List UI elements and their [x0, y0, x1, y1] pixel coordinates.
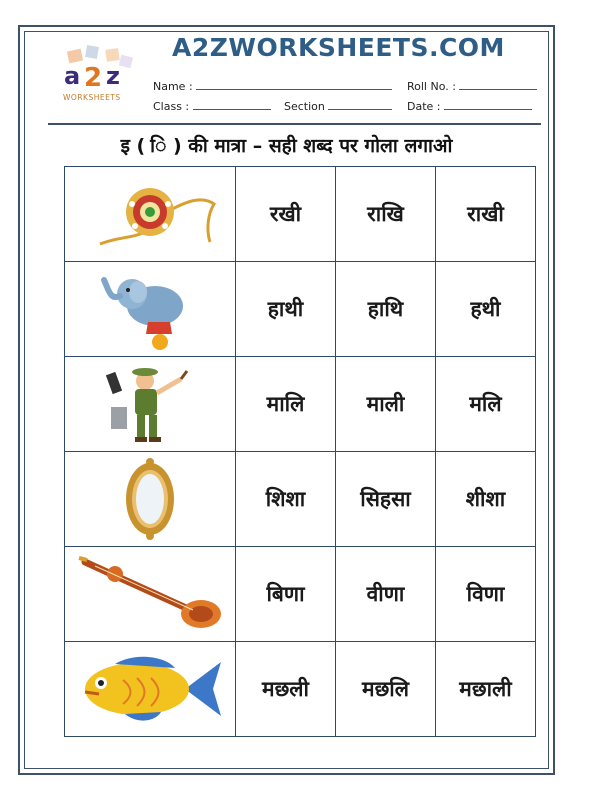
picture-cell: [65, 642, 236, 737]
rakhi-icon: [80, 174, 220, 254]
section-label: Section: [284, 100, 325, 113]
table-row: [65, 547, 536, 642]
option-word[interactable]: मछाली: [436, 642, 536, 737]
mirror-icon: [120, 457, 180, 541]
veena-icon: [75, 552, 225, 636]
instruction-heading: इ ( ि ) की मात्रा – सही शब्द पर गोला लगाओ: [120, 135, 453, 157]
picture-cell: [65, 547, 236, 642]
roll-field: [407, 80, 537, 93]
table-row: [65, 642, 536, 737]
option-word[interactable]: हथी: [436, 262, 536, 357]
table-row: [65, 167, 536, 262]
roll-label: Roll No. :: [407, 80, 456, 93]
option-word[interactable]: हाथि: [336, 262, 436, 357]
worksheet-table: [64, 166, 536, 737]
fish-icon: [75, 652, 225, 726]
section-field: [284, 100, 392, 113]
elephant-icon: [100, 266, 200, 352]
date-blank[interactable]: [444, 100, 532, 110]
svg-text:WORKSHEETS: WORKSHEETS: [63, 93, 121, 102]
option-word[interactable]: हाथी: [236, 262, 336, 357]
name-label: Name :: [153, 80, 193, 93]
option-word[interactable]: वीणा: [336, 547, 436, 642]
class-blank[interactable]: [193, 100, 271, 110]
picture-cell: [65, 167, 236, 262]
class-label: Class :: [153, 100, 190, 113]
option-word[interactable]: मछली: [236, 642, 336, 737]
date-label: Date :: [407, 100, 441, 113]
name-blank[interactable]: [196, 80, 392, 90]
svg-text:2: 2: [84, 63, 103, 93]
picture-cell: [65, 262, 236, 357]
option-word[interactable]: शीशा: [436, 452, 536, 547]
option-word[interactable]: सिहसा: [336, 452, 436, 547]
table-row: [65, 357, 536, 452]
gardener-icon: [95, 361, 205, 447]
section-blank[interactable]: [328, 100, 392, 110]
date-field: [407, 100, 532, 113]
svg-text:z: z: [106, 62, 120, 90]
svg-text:a: a: [64, 62, 81, 90]
class-field: [153, 100, 271, 113]
option-word[interactable]: रखी: [236, 167, 336, 262]
table-row: [65, 262, 536, 357]
table-row: [65, 452, 536, 547]
site-title: A2ZWORKSHEETS.COM: [172, 33, 505, 62]
option-word[interactable]: मालि: [236, 357, 336, 452]
name-field: [153, 80, 392, 93]
option-word[interactable]: माली: [336, 357, 436, 452]
option-word[interactable]: राखी: [436, 167, 536, 262]
option-word[interactable]: विणा: [436, 547, 536, 642]
option-word[interactable]: राखि: [336, 167, 436, 262]
picture-cell: [65, 452, 236, 547]
header-divider: [48, 123, 541, 125]
option-word[interactable]: बिणा: [236, 547, 336, 642]
option-word[interactable]: मलि: [436, 357, 536, 452]
option-word[interactable]: मछलि: [336, 642, 436, 737]
option-word[interactable]: शिशा: [236, 452, 336, 547]
a2z-logo: [60, 44, 138, 106]
roll-blank[interactable]: [459, 80, 537, 90]
picture-cell: [65, 357, 236, 452]
